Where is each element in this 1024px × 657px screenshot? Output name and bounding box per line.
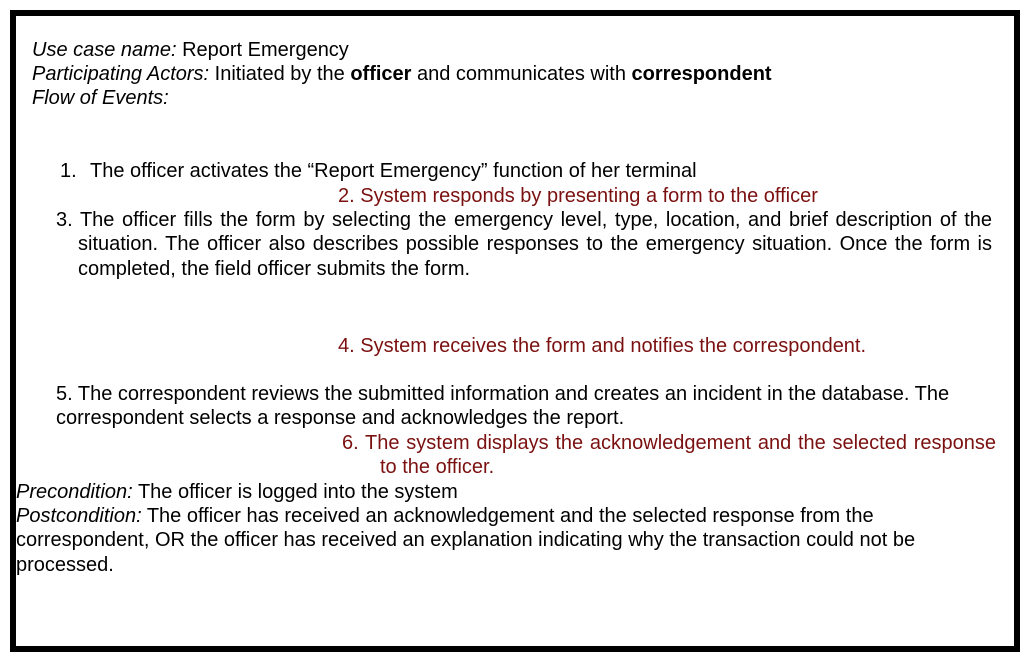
postcondition-paragraph	[16, 504, 992, 577]
step-5-text: 5. The correspondent reviews the submitted information and creates an incident in the database. The correspondent selects a response and acknowledges the report.	[56, 383, 950, 430]
step-1	[60, 159, 697, 183]
postcondition-block	[16, 504, 992, 577]
step-1-text: The officer activates the “Report Emergency” function of her terminal	[90, 160, 697, 182]
step-3	[56, 208, 992, 281]
precondition-line	[16, 480, 458, 504]
postcondition-text: The officer has received an acknowledgement and the selected response from the correspondent, OR the officer has received an explanation indicating why the transaction could not be processed.	[16, 505, 916, 576]
participating-actors-line	[32, 62, 772, 86]
precondition-text: The officer is logged into the system	[132, 481, 458, 503]
step-6	[342, 431, 996, 480]
step-4-text: 4. System receives the form and notifies the correspondent.	[338, 335, 867, 357]
use-case-name-line	[32, 38, 349, 62]
use-case-box	[10, 10, 1020, 652]
actor-correspondent: correspondent	[631, 63, 772, 85]
step-4	[322, 334, 996, 358]
step-1-number: 1.	[60, 160, 77, 182]
participating-actors-label: Participating Actors:	[32, 63, 210, 85]
postcondition-label: Postcondition:	[16, 505, 142, 527]
actors-text-part-2: and communicates with	[411, 63, 632, 85]
step-3-text: 3. The officer fills the form by selecting the emergency level, type, location, and brief description of the situation. The officer also describes possible responses to the emergency situation. Once the form is completed, the field officer submits the form.	[56, 209, 992, 280]
flow-of-events-label: Flow of Events:	[32, 87, 169, 109]
step-5	[56, 382, 996, 431]
step-2: 2. System responds by presenting a form to the officer	[338, 185, 818, 207]
actors-text-part-1: Initiated by the	[209, 63, 351, 85]
step-6-text: 6. The system displays the acknowledgement and the selected response to the officer.	[342, 432, 996, 479]
precondition-label: Precondition:	[16, 481, 133, 503]
actor-officer: officer	[350, 63, 412, 85]
use-case-name-label: Use case name:	[32, 39, 177, 61]
use-case-name-value: Report Emergency	[176, 39, 349, 61]
